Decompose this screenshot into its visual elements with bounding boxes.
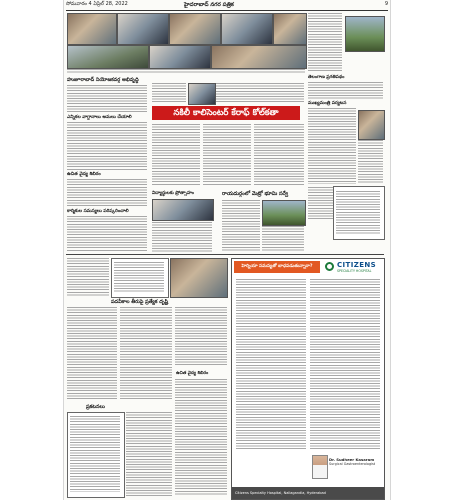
photo-middle-story [152, 199, 214, 221]
logo-name: CITIZENS [337, 261, 377, 269]
photo-event-1 [67, 13, 117, 45]
column-left-text-2 [67, 122, 147, 170]
doctor-name: Dr. Sudheer Kasaram [329, 457, 375, 462]
banner-body-2 [203, 124, 251, 186]
doctor-photo [312, 455, 328, 479]
headline-lower-left: పదవీకాల తీరుపై ప్రత్యేక దృష్టి [111, 299, 169, 305]
ad-footer: Citizens Specialty Hospital, Nallagandla, Hyderabad [232, 487, 384, 499]
box-brief-text [336, 191, 380, 235]
column-right-text-3 [308, 108, 356, 184]
photo-event-3 [169, 13, 221, 45]
headline-middle-2: రాయదుర్గంలో మెట్రో భూమి సర్వే [222, 191, 289, 197]
photo-event-2 [117, 13, 169, 45]
lower-mid-text [175, 379, 227, 496]
photo-event-4 [221, 13, 273, 45]
column-left-text-1 [67, 85, 147, 113]
hospital-advertisement [231, 258, 385, 500]
logo-tagline: SPECIALITY HOSPITAL [337, 269, 372, 273]
lower-left-text-5 [126, 412, 172, 496]
masthead-date: సోమవారం 4 ఏప్రిల్ 28, 2022 [66, 1, 128, 7]
photo-event-7 [149, 45, 211, 69]
photo-metro-survey [262, 200, 306, 226]
photo-right-top [345, 16, 385, 52]
banner-lead-text-2 [216, 83, 304, 103]
banner-body-1 [152, 124, 200, 186]
middle-text-1 [152, 222, 212, 252]
column-left-text-4 [67, 216, 147, 252]
middle-text-2 [222, 200, 260, 252]
ad-text-right [310, 279, 380, 449]
classifieds-text [70, 416, 120, 492]
column-right-text-2 [308, 82, 383, 100]
hospital-logo [325, 261, 381, 274]
photo-event-6 [67, 45, 149, 69]
ad-heading: హెర్నియా సమస్యతో బాధపడుతున్నారా? [234, 261, 320, 273]
box-notice-text [114, 262, 164, 292]
headline-left-2: ఎన్నికల వాగ్దానాలు అమలు చేయాలి [67, 115, 132, 120]
lower-left-text-3 [120, 307, 172, 399]
middle-text-3 [262, 226, 304, 252]
photo-banner-story [188, 83, 216, 105]
photo-caption [67, 69, 305, 74]
lower-left-text-2 [67, 307, 117, 399]
lower-left-text-4 [175, 307, 227, 367]
headline-bottom-left: ప్రకటనలు [86, 404, 105, 410]
masthead-page-number: 9 [384, 1, 388, 7]
ad-text-left [236, 279, 306, 449]
banner-lead-text [152, 83, 186, 103]
column-right-text-4 [358, 140, 383, 184]
headline-left-1: హుజూరాబాద్ నియోజకవర్గ అభివృద్ధి [67, 77, 139, 83]
masthead-title: హైదరాబాద్ నగర పత్రిక [184, 2, 234, 8]
photo-event-8 [211, 45, 307, 69]
section-divider [66, 254, 384, 255]
doctor-designation: Surgical Gastroenterologist [329, 462, 376, 466]
headline-right-top: తెలంగాణ ప్రగతిపథం [308, 75, 345, 80]
photo-lower-story [170, 258, 228, 298]
headline-lower-mid: ఉచిత వైద్య శిబిరం [176, 371, 209, 376]
column-right-text-1 [308, 13, 342, 73]
headline-right-mid: ముఖ్యమంత్రి పర్యటన [308, 101, 347, 106]
photo-right-mid [358, 110, 385, 140]
column-left-text-3 [67, 179, 147, 207]
headline-left-3: ఉచిత వైద్య శిబిరం [67, 172, 101, 177]
banner-headline: నకిలీ కాలిసెంటర్ కేరాఫ్ కోల్‌కతా [152, 106, 300, 120]
masthead [66, 1, 388, 11]
headline-middle-1: విద్యార్థులకు ప్రోత్సాహం [152, 191, 194, 196]
lower-left-text-1 [67, 258, 109, 296]
photo-event-5 [273, 13, 307, 45]
logo-ring-icon [325, 262, 334, 271]
headline-left-4: కార్మికుల సమస్యలు పరిష్కరించాలి [67, 209, 129, 214]
banner-body-3 [254, 124, 304, 186]
